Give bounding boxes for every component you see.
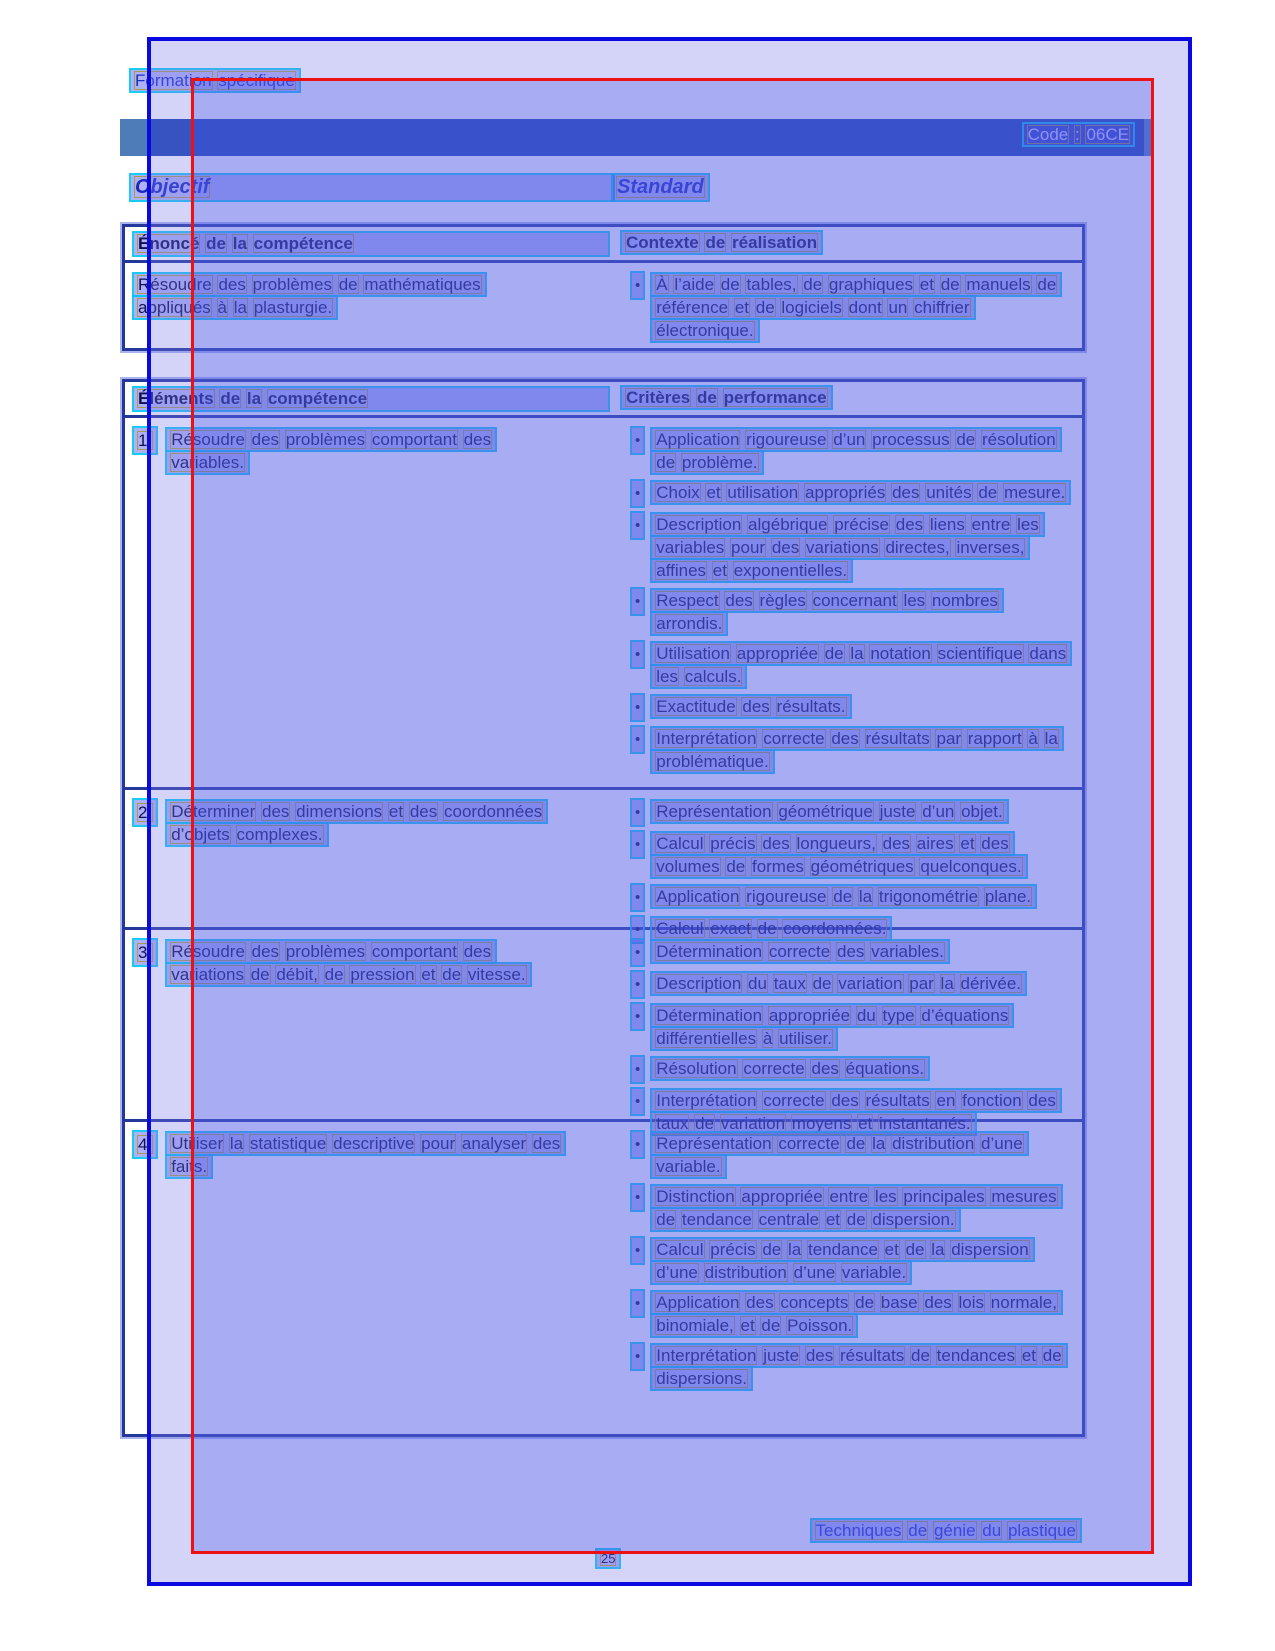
bullet-icon: •: [632, 917, 643, 942]
formation-specifique-label: Formation spécifique: [131, 70, 299, 91]
elements-table: [122, 379, 1085, 1437]
criteria-text: Description algébrique précise des liens entre les variables pour des variations directes, inverses, affines et exponentielles.: [652, 514, 1043, 581]
bullet-icon: •: [632, 428, 643, 453]
page-number-text: 25: [597, 1550, 619, 1567]
competence-table: [122, 224, 1085, 351]
table-row: [125, 1119, 1082, 1434]
bullet-icon: •: [632, 1185, 643, 1210]
table-row: [125, 787, 1082, 938]
element-number: 2.: [134, 800, 156, 825]
bullet-icon: •: [632, 1291, 643, 1316]
criteria-text: Exactitude des résultats.: [652, 696, 849, 717]
enonce-header: Énoncé de la compétence: [134, 233, 608, 255]
bullet-icon: •: [632, 589, 643, 614]
criteria-text: Détermination appropriée du type d’équations différentielles à utiliser.: [652, 1005, 1012, 1049]
header-bar: [120, 119, 1153, 156]
bullet-icon: •: [632, 1132, 643, 1157]
criteria-text: Application rigoureuse de la trigonométrie plane.: [652, 886, 1035, 907]
bullet-icon: •: [632, 695, 643, 720]
header-bar-right-cap: [1144, 119, 1153, 156]
contexte-item: [632, 273, 1074, 342]
element-text: Déterminer des dimensions et des coordonnées d’objets complexes.: [167, 801, 546, 845]
criteria-text: Représentation correcte de la distribution d’une variable.: [652, 1133, 1026, 1177]
standard-heading: Standard: [613, 175, 708, 200]
criteria-item: [632, 940, 1074, 965]
bullet-icon: •: [632, 481, 643, 506]
criteria-item: [632, 832, 1074, 878]
criteria-item: [632, 1004, 1074, 1050]
element-text: Résoudre des problèmes comportant des variables.: [167, 429, 495, 473]
bullet-icon: •: [632, 1004, 643, 1029]
criteria-text: Distinction appropriée entre les principales mesures de tendance centrale et de dispersion.: [652, 1186, 1060, 1230]
footer-program-name: [812, 1521, 1080, 1541]
criteria-text: Interprétation correcte des résultats en fonction des taux de variation moyens et instantanés.: [652, 1090, 1060, 1134]
bullet-icon: •: [632, 642, 643, 667]
bullet-icon: •: [632, 273, 643, 298]
criteria-text: Calcul exact de coordonnées.: [652, 918, 890, 939]
criteria-item: [632, 1057, 1074, 1082]
criteria-text: Détermination correcte des variables.: [652, 941, 948, 962]
criteria-item: [632, 695, 1074, 720]
code-value: Code : 06CE: [1024, 124, 1133, 145]
criteria-item: [632, 589, 1074, 635]
page-number: [597, 1551, 619, 1566]
criteria-item: [632, 481, 1074, 506]
footer-text: Techniques de génie du plastique: [812, 1520, 1080, 1541]
criteria-text: Utilisation appropriée de la notation scientifique dans les calculs.: [652, 643, 1070, 687]
enonce-text: Résoudre des problèmes de mathématiques appliqués à la plasturgie.: [134, 274, 485, 318]
criteria-item: [632, 1238, 1074, 1284]
element-text: Utiliser la statistique descriptive pour analyser des faits.: [167, 1133, 564, 1177]
bullet-icon: •: [632, 1057, 643, 1082]
element-number: 4.: [134, 1132, 156, 1157]
bullet-icon: •: [632, 1344, 643, 1369]
criteria-item: [632, 1132, 1074, 1178]
section-headings: [131, 175, 771, 200]
element-text: Résoudre des problèmes comportant des variations de débit, de pression et de vitesse.: [167, 941, 529, 985]
table-row: [125, 418, 1082, 787]
bullet-icon: •: [632, 800, 643, 825]
criteria-text: Interprétation correcte des résultats par rapport à la problématique.: [652, 728, 1062, 772]
bullet-icon: •: [632, 1238, 643, 1263]
criteria-text: Application rigoureuse d’un processus de résolution de problème.: [652, 429, 1059, 473]
criteria-text: Application des concepts de base des lois normale, binomiale, et de Poisson.: [652, 1292, 1061, 1336]
contexte-header: Contexte de réalisation: [622, 232, 821, 253]
header-bar-left-cap: [120, 119, 149, 156]
table-row: [125, 927, 1082, 1133]
contexte-item-text: À l’aide de tables, de graphiques et de manuels de référence et de logiciels dont un chiffrier électronique.: [652, 274, 1060, 341]
criteria-text: Résolution correcte des équations.: [652, 1058, 928, 1079]
elements-header: Éléments de la compétence: [134, 388, 608, 410]
criteria-item: [632, 513, 1074, 582]
elements-table-header: [125, 382, 1082, 418]
criteria-item: [632, 800, 1074, 825]
criteria-item: [632, 642, 1074, 688]
bullet-icon: •: [632, 940, 643, 965]
page-top-label: [131, 71, 299, 91]
objectif-heading: Objectif: [131, 175, 613, 200]
bullet-icon: •: [632, 1089, 643, 1114]
criteria-text: Respect des règles concernant les nombres arrondis.: [652, 590, 1002, 634]
criteria-text: Interprétation juste des résultats de tendances et de dispersions.: [652, 1345, 1065, 1389]
criteria-item: [632, 428, 1074, 474]
competence-table-row: [125, 263, 1082, 348]
criteria-text: Représentation géométrique juste d’un objet.: [652, 801, 1006, 822]
criteria-item: [632, 972, 1074, 997]
criteria-item: [632, 885, 1074, 910]
criteria-item: [632, 1344, 1074, 1390]
criteria-text: Calcul précis de la tendance et de la dispersion d’une distribution d’une variable.: [652, 1239, 1032, 1283]
criteres-header: Critères de performance: [622, 387, 831, 408]
element-number: 3.: [134, 940, 156, 965]
code-field: [1024, 125, 1133, 145]
criteria-text: Calcul précis des longueurs, des aires et des volumes de formes géométriques quelconques.: [652, 833, 1025, 877]
bullet-icon: •: [632, 513, 643, 538]
bullet-icon: •: [632, 832, 643, 857]
bullet-icon: •: [632, 885, 643, 910]
element-number: 1.: [134, 428, 156, 453]
competence-table-header: [125, 227, 1082, 263]
criteria-item: [632, 727, 1074, 773]
bullet-icon: •: [632, 727, 643, 752]
criteria-item: [632, 1185, 1074, 1231]
criteria-item: [632, 1291, 1074, 1337]
bullet-icon: •: [632, 972, 643, 997]
criteria-text: Description du taux de variation par la dérivée.: [652, 973, 1025, 994]
criteria-text: Choix et utilisation appropriés des unités de mesure.: [652, 482, 1069, 503]
